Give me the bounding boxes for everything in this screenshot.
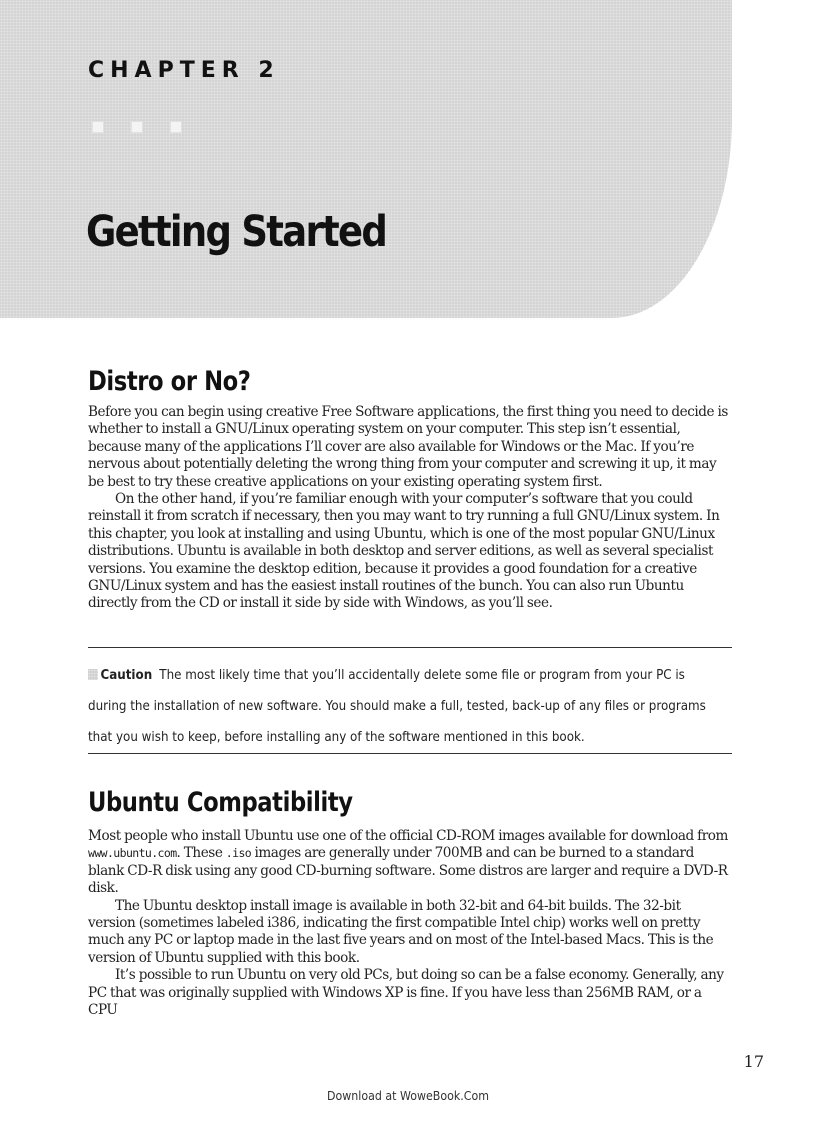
chapter-banner bbox=[0, 0, 732, 318]
paragraph: The Ubuntu desktop install image is available in both 32-bit and 64-bit builds. The 32-bit version (sometimes labeled i386, indicating the first compatible Intel chip) works well on pretty much any PC or laptop made in the last five years and on most of the Intel-based Macs. This is the version of Ubuntu supplied with this book. bbox=[88, 897, 714, 966]
caution-text: The most likely time that you’ll accidentally delete some file or program from your PC is during the installation of new software. You should make a full, tested, back-up of any files or programs that you wish to keep, before installing any of the software mentioned in this book. bbox=[88, 668, 706, 745]
chapter-title: Getting Started bbox=[86, 207, 387, 257]
paragraph: On the other hand, if you’re familiar enough with your computer’s software that you could reinstall it from scratch if necessary, then you may want to try running a full GNU/Linux system. In this chapter, you look at installing and using Ubuntu, which is one of the most popular GNU/Linux distributions. Ubuntu is available in both desktop and server editions, as well as several specialist versions. You examine the desktop edition, because it provides a good foundation for a creative GNU/Linux system and has the easiest install routines of the bunch. You can also run Ubuntu directly from the CD or install it side by side with Windows, as you’ll see. bbox=[88, 491, 720, 612]
caution-top-rule bbox=[88, 647, 732, 648]
paragraph: It’s possible to run Ubuntu on very old PCs, but doing so can be a false economy. Generally, any PC that was originally supplied with Windows XP is fine. If you have less than 256MB RAM, or a CPU bbox=[88, 967, 724, 1019]
paragraph: Before you can begin using creative Free Software applications, the first thing you need to decide is whether to install a GNU/Linux operating system on your computer. This step isn’t essential, because many of the applications I’ll cover are also available for Windows or the Mac. If you’re nervous about potentially deleting the wrong thing from your computer and screwing it up, it may be best to try these creative applications on your existing operating system first. bbox=[88, 404, 728, 490]
section-body-ubuntu bbox=[88, 828, 728, 1019]
decorative-squares bbox=[92, 121, 182, 133]
url-text: www.ubuntu.com bbox=[88, 846, 177, 861]
paragraph-text: . These bbox=[176, 845, 223, 862]
paragraph bbox=[88, 828, 728, 898]
square-icon bbox=[131, 121, 143, 133]
caution-square-icon bbox=[88, 669, 98, 680]
footer-text: Download at WoweBook.Com bbox=[326, 1089, 490, 1103]
paragraph-text: Most people who install Ubuntu use one of the official CD-ROM images available for download from bbox=[88, 828, 728, 844]
caution-note bbox=[88, 660, 711, 753]
page-number: 17 bbox=[743, 1052, 764, 1071]
square-icon bbox=[92, 121, 104, 133]
section-heading-ubuntu: Ubuntu Compatibility bbox=[88, 787, 353, 818]
paragraph-text: images are generally under 700MB and can be burned to a standard blank CD-R disk using any good CD-burning software. Some distros are larger and require a DVD-R disk. bbox=[88, 845, 728, 897]
section-body-distro bbox=[88, 404, 728, 613]
caution-label: Caution bbox=[100, 668, 153, 683]
caution-bottom-rule bbox=[88, 753, 732, 754]
section-heading-distro: Distro or No? bbox=[88, 366, 251, 397]
chapter-label: CHAPTER 2 bbox=[88, 58, 280, 83]
code-text: .iso bbox=[225, 846, 252, 861]
square-icon bbox=[170, 121, 182, 133]
